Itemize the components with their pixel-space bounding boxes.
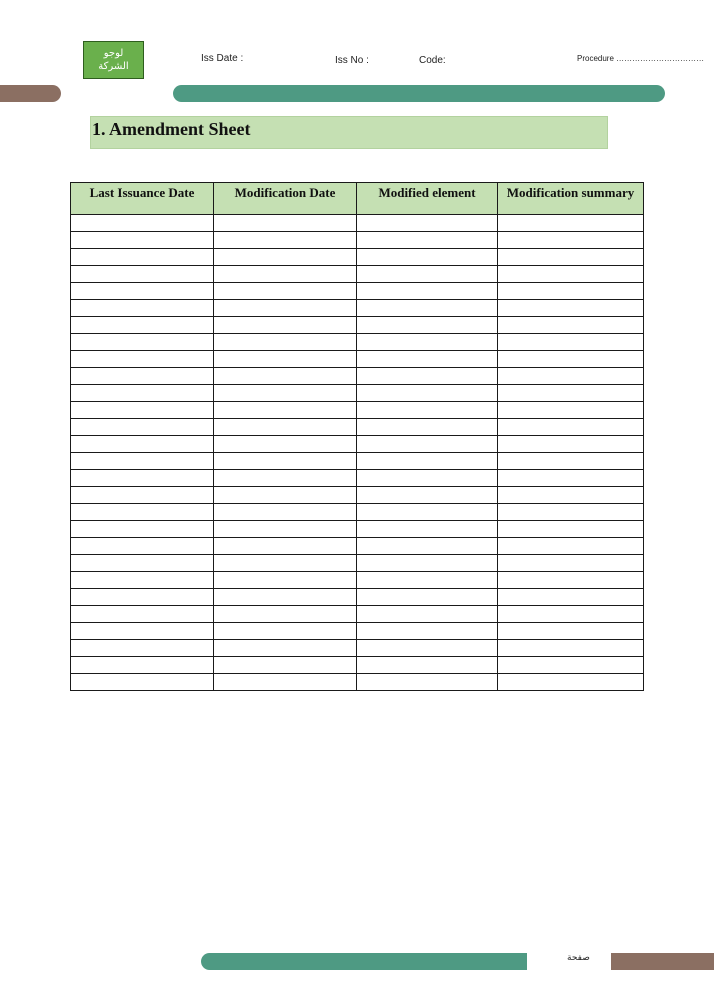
table-cell[interactable]: [357, 555, 498, 572]
logo-text-line1: لوجو: [103, 48, 124, 59]
table-cell[interactable]: [498, 419, 644, 436]
table-row: [71, 606, 644, 623]
table-cell[interactable]: [357, 453, 498, 470]
table-cell[interactable]: [357, 674, 498, 691]
table-cell[interactable]: [214, 538, 357, 555]
table-cell[interactable]: [357, 521, 498, 538]
table-row: [71, 487, 644, 504]
procedure-label: Procedure ……………………………: [577, 54, 705, 63]
table-cell[interactable]: [498, 385, 644, 402]
table-cell[interactable]: [498, 368, 644, 385]
table-cell[interactable]: [71, 283, 214, 300]
table-cell[interactable]: [71, 453, 214, 470]
table-cell[interactable]: [214, 521, 357, 538]
table-row: [71, 623, 644, 640]
amendment-table: [70, 182, 644, 691]
table-row: [71, 572, 644, 589]
table-cell[interactable]: [71, 334, 214, 351]
table-cell[interactable]: [71, 232, 214, 249]
column-header-last-issuance-date: Last Issuance Date: [71, 183, 214, 215]
table-cell[interactable]: [498, 623, 644, 640]
table-cell[interactable]: [498, 232, 644, 249]
table-cell[interactable]: [357, 317, 498, 334]
table-cell[interactable]: [214, 606, 357, 623]
table-cell[interactable]: [214, 453, 357, 470]
table-cell[interactable]: [357, 623, 498, 640]
table-row: [71, 266, 644, 283]
table-cell[interactable]: [214, 470, 357, 487]
table-cell[interactable]: [357, 232, 498, 249]
table-cell[interactable]: [71, 470, 214, 487]
code-label: Code:: [419, 55, 446, 66]
table-cell[interactable]: [214, 249, 357, 266]
table-cell[interactable]: [357, 640, 498, 657]
table-row: [71, 385, 644, 402]
table-cell[interactable]: [71, 385, 214, 402]
table-cell[interactable]: [71, 606, 214, 623]
table-row: [71, 521, 644, 538]
header-left-tab: [0, 85, 61, 102]
column-header-modified-element: Modified element: [357, 183, 498, 215]
table-cell[interactable]: [498, 402, 644, 419]
table-cell[interactable]: [498, 538, 644, 555]
table-cell[interactable]: [71, 402, 214, 419]
table-row: [71, 640, 644, 657]
table-cell[interactable]: [498, 504, 644, 521]
table-row: [71, 674, 644, 691]
company-logo-placeholder: [83, 41, 144, 79]
table-cell[interactable]: [214, 317, 357, 334]
table-cell[interactable]: [214, 300, 357, 317]
table-cell[interactable]: [498, 555, 644, 572]
table-cell[interactable]: [357, 487, 498, 504]
table-cell[interactable]: [498, 606, 644, 623]
table-row: [71, 300, 644, 317]
table-row: [71, 555, 644, 572]
table-cell[interactable]: [357, 215, 498, 232]
iss-date-label: Iss Date :: [201, 53, 244, 64]
table-cell[interactable]: [214, 504, 357, 521]
table-cell[interactable]: [498, 589, 644, 606]
table-cell[interactable]: [498, 657, 644, 674]
table-cell[interactable]: [214, 419, 357, 436]
table-cell[interactable]: [71, 521, 214, 538]
table-cell[interactable]: [71, 436, 214, 453]
table-cell[interactable]: [214, 232, 357, 249]
table-row: [71, 334, 644, 351]
table-cell[interactable]: [214, 385, 357, 402]
table-cell[interactable]: [357, 572, 498, 589]
table-row: [71, 402, 644, 419]
table-cell[interactable]: [71, 623, 214, 640]
table-row: [71, 436, 644, 453]
table-header-row: [71, 183, 644, 215]
table-row: [71, 351, 644, 368]
table-row: [71, 657, 644, 674]
table-cell[interactable]: [214, 640, 357, 657]
table-cell[interactable]: [498, 249, 644, 266]
table-cell[interactable]: [357, 538, 498, 555]
table-cell[interactable]: [214, 351, 357, 368]
table-cell[interactable]: [357, 283, 498, 300]
table-cell[interactable]: [71, 368, 214, 385]
table-row: [71, 283, 644, 300]
table-cell[interactable]: [498, 283, 644, 300]
table-cell[interactable]: [498, 215, 644, 232]
table-row: [71, 538, 644, 555]
table-row: [71, 317, 644, 334]
table-row: [71, 504, 644, 521]
table-cell[interactable]: [498, 351, 644, 368]
table-cell[interactable]: [498, 640, 644, 657]
table-cell[interactable]: [498, 436, 644, 453]
table-row: [71, 453, 644, 470]
table-row: [71, 249, 644, 266]
table-row: [71, 368, 644, 385]
header-divider-bar: [173, 85, 665, 102]
page-label: صفحة: [567, 953, 590, 963]
table-cell[interactable]: [214, 623, 357, 640]
table-cell[interactable]: [214, 674, 357, 691]
table-cell[interactable]: [498, 487, 644, 504]
table-cell[interactable]: [357, 606, 498, 623]
table-cell[interactable]: [357, 419, 498, 436]
table-row: [71, 215, 644, 232]
table-cell[interactable]: [71, 555, 214, 572]
table-cell[interactable]: [498, 674, 644, 691]
table-cell[interactable]: [357, 368, 498, 385]
table-cell[interactable]: [214, 266, 357, 283]
table-cell[interactable]: [357, 351, 498, 368]
table-cell[interactable]: [71, 419, 214, 436]
table-row: [71, 232, 644, 249]
table-cell[interactable]: [71, 266, 214, 283]
table-cell[interactable]: [498, 266, 644, 283]
table-cell[interactable]: [214, 555, 357, 572]
table-cell[interactable]: [357, 657, 498, 674]
table-cell[interactable]: [357, 470, 498, 487]
table-cell[interactable]: [357, 334, 498, 351]
table-cell[interactable]: [71, 351, 214, 368]
table-cell[interactable]: [357, 436, 498, 453]
table-cell[interactable]: [498, 334, 644, 351]
iss-no-label: Iss No :: [335, 55, 369, 66]
table-cell[interactable]: [214, 589, 357, 606]
section-title: 1. Amendment Sheet: [90, 116, 608, 149]
table-cell[interactable]: [71, 640, 214, 657]
table-cell[interactable]: [498, 470, 644, 487]
table-cell[interactable]: [71, 487, 214, 504]
table-cell[interactable]: [71, 589, 214, 606]
table-row: [71, 589, 644, 606]
table-row: [71, 419, 644, 436]
table-cell[interactable]: [71, 572, 214, 589]
logo-text-line2: الشركة: [98, 61, 129, 72]
table-cell[interactable]: [357, 504, 498, 521]
table-cell[interactable]: [214, 657, 357, 674]
table-cell[interactable]: [214, 402, 357, 419]
table-row: [71, 470, 644, 487]
table-cell[interactable]: [498, 453, 644, 470]
table-cell[interactable]: [214, 215, 357, 232]
table-cell[interactable]: [357, 589, 498, 606]
table-cell[interactable]: [498, 300, 644, 317]
table-cell[interactable]: [214, 334, 357, 351]
table-cell[interactable]: [71, 504, 214, 521]
table-cell[interactable]: [357, 266, 498, 283]
table-cell[interactable]: [498, 572, 644, 589]
table-cell[interactable]: [498, 317, 644, 334]
table-cell[interactable]: [498, 521, 644, 538]
table-body: [71, 215, 644, 691]
table-cell[interactable]: [71, 249, 214, 266]
table-cell[interactable]: [214, 368, 357, 385]
column-header-modification-date: Modification Date: [214, 183, 357, 215]
table-cell[interactable]: [357, 249, 498, 266]
table-cell[interactable]: [214, 487, 357, 504]
table-cell[interactable]: [357, 300, 498, 317]
table-cell[interactable]: [214, 283, 357, 300]
table-cell[interactable]: [71, 538, 214, 555]
column-header-modification-summary: Modification summary: [498, 183, 644, 215]
table-cell[interactable]: [71, 657, 214, 674]
table-cell[interactable]: [71, 300, 214, 317]
table-cell[interactable]: [71, 674, 214, 691]
footer-right-tab: [611, 953, 714, 970]
table-cell[interactable]: [357, 385, 498, 402]
table-cell[interactable]: [214, 436, 357, 453]
table-cell[interactable]: [71, 317, 214, 334]
table-cell[interactable]: [357, 402, 498, 419]
footer-divider-bar: [201, 953, 527, 970]
table-cell[interactable]: [71, 215, 214, 232]
table-cell[interactable]: [214, 572, 357, 589]
